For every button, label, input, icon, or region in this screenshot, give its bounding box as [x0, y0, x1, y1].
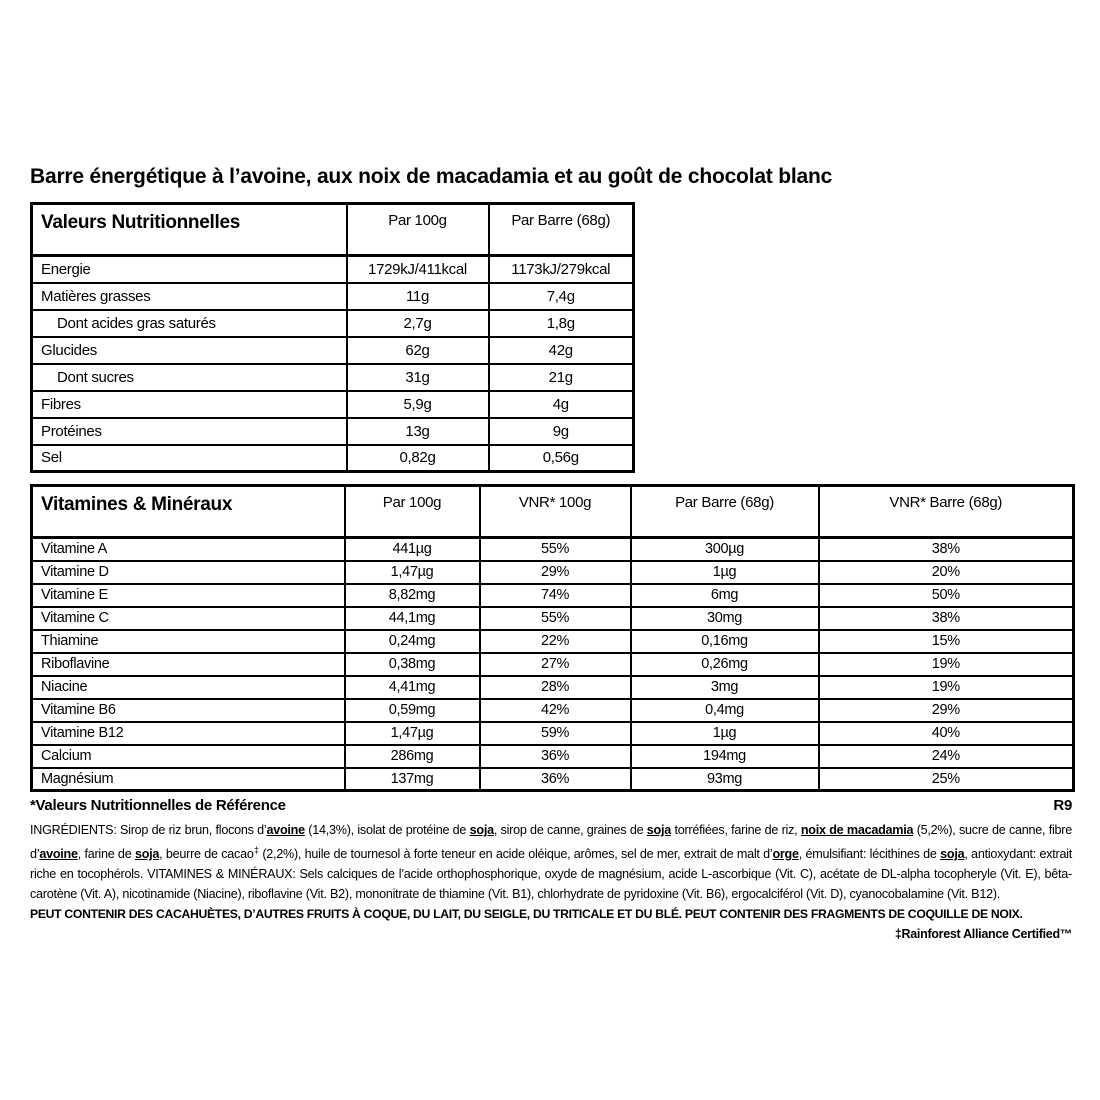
ingredient-segment: noix de macadamia: [800, 823, 914, 837]
ingredient-segment: INGRÉDIENTS: Sirop de riz brun, flocons d’: [30, 823, 267, 837]
ingredient-segment: , sirop de canne, graines de: [493, 823, 647, 837]
value-vnr-bar: 38%: [819, 538, 1074, 561]
row-label: Protéines: [32, 418, 347, 445]
value-vnr-100g: 55%: [480, 538, 631, 561]
value-vnr-bar: 50%: [819, 584, 1074, 607]
value-vnr-bar: 20%: [819, 561, 1074, 584]
value-per-bar: 0,16mg: [631, 630, 819, 653]
table-row: [32, 391, 634, 418]
row-label: Niacine: [32, 676, 345, 699]
nutrition-table: [30, 202, 635, 473]
table-row: [32, 561, 1074, 584]
value-per-bar: 1173kJ/279kcal: [489, 256, 634, 283]
value-vnr-bar: 38%: [819, 607, 1074, 630]
row-label: Thiamine: [32, 630, 345, 653]
ingredient-segment: (2,2%), huile de tournesol à forte teneur en acide oléique, arômes, sel de mer, extrait de malt d’: [258, 847, 773, 862]
value-vnr-100g: 29%: [480, 561, 631, 584]
table-row: [32, 283, 634, 310]
value-per-100g: 0,38mg: [345, 653, 480, 676]
ingredient-segment: torréfiées, farine de riz,: [671, 823, 801, 837]
table-row: [32, 607, 1074, 630]
table-row: [32, 310, 634, 337]
value-per-100g: 0,24mg: [345, 630, 480, 653]
value-per-bar: 30mg: [631, 607, 819, 630]
value-per-100g: 44,1mg: [345, 607, 480, 630]
ingredient-segment: soja: [940, 847, 965, 862]
column-header-vnr-bar: VNR* Barre (68g): [819, 486, 1074, 538]
reference-footnote: *Valeurs Nutritionnelles de Référence: [30, 797, 286, 814]
row-label: Dont sucres: [32, 364, 347, 391]
value-per-bar: 93mg: [631, 768, 819, 791]
value-vnr-100g: 74%: [480, 584, 631, 607]
ingredient-segment: , émulsifiant: lécithines de: [798, 847, 941, 862]
column-header-per-bar: Par Barre (68g): [489, 204, 634, 256]
value-per-bar: 0,56g: [489, 445, 634, 472]
value-per-bar: 9g: [489, 418, 634, 445]
row-label: Vitamine B6: [32, 699, 345, 722]
row-label: Magnésium: [41, 770, 114, 787]
table-row: [32, 768, 1074, 791]
vitamins-table-header: [32, 486, 1074, 538]
table-row: [32, 538, 1074, 561]
ingredient-segment: , farine de: [77, 847, 135, 862]
value-per-100g: 1729kJ/411kcal: [347, 256, 489, 283]
value-per-100g: 1,47µg: [345, 722, 480, 745]
value-vnr-bar: 19%: [819, 676, 1074, 699]
ingredients-text: [30, 820, 1072, 904]
row-label: Vitamine A: [32, 538, 345, 561]
value-per-bar: 194mg: [631, 745, 819, 768]
value-per-100g: 8,82mg: [345, 584, 480, 607]
ingredient-segment: soja: [646, 823, 671, 837]
value-per-100g: 5,9g: [347, 391, 489, 418]
value-vnr-bar: 29%: [819, 699, 1074, 722]
value-per-100g: 13g: [347, 418, 489, 445]
revision-code: R9: [1053, 797, 1072, 814]
value-per-bar: 4g: [489, 391, 634, 418]
value-per-bar: 1µg: [631, 722, 819, 745]
value-per-100g: 1,47µg: [345, 561, 480, 584]
value-vnr-100g: 36%: [480, 768, 631, 791]
ingredient-segment: ‡: [253, 845, 259, 855]
value-per-100g: 0,82g: [347, 445, 489, 472]
value-vnr-100g: 36%: [480, 745, 631, 768]
value-per-100g: 286mg: [345, 745, 480, 768]
row-label: Calcium: [32, 745, 345, 768]
ingredient-segment: soja: [134, 847, 160, 862]
value-per-bar: 300µg: [631, 538, 819, 561]
value-vnr-100g: 59%: [480, 722, 631, 745]
value-vnr-100g: 27%: [480, 653, 631, 676]
column-header-vnr-100g: VNR* 100g: [480, 486, 631, 538]
value-vnr-bar: 19%: [819, 653, 1074, 676]
value-vnr-100g: 22%: [480, 630, 631, 653]
vitamins-table-body: [32, 538, 1074, 791]
row-label: Glucides: [32, 337, 347, 364]
value-vnr-bar: 15%: [819, 630, 1074, 653]
vitamins-table: [30, 484, 1075, 792]
table-row: [32, 676, 1074, 699]
value-per-100g: 11g: [347, 283, 489, 310]
value-per-100g: 4,41mg: [345, 676, 480, 699]
ingredient-segment: , beurre de cacao: [159, 847, 254, 862]
value-per-bar: 0,4mg: [631, 699, 819, 722]
table-row: [32, 584, 1074, 607]
value-per-100g: 0,59mg: [345, 699, 480, 722]
row-label: Energie: [32, 256, 347, 283]
value-vnr-bar: 25%: [819, 768, 1074, 791]
value-per-bar: 42g: [489, 337, 634, 364]
value-per-bar: 21g: [489, 364, 634, 391]
value-per-100g: 137mg: [345, 768, 480, 791]
table-row: [32, 722, 1074, 745]
table-row: [32, 337, 634, 364]
ingredient-segment: , antioxydant: extrait riche en tocophérols. VITAMINES & MINÉRAUX: Sels calciques de l’acide orthophosphorique, oxyde de magnésium, acide L-ascorbique (Vit. C), acétate de DL-alpha tocopheryle (Vit. E), bêta-carotène (Vit. A), nicotinamide (Niacine), riboflavine (Vit. B2), mononitrate de thiamine (Vit. B1), chlorhydrate de pyridoxine (Vit. B6), ergocalciférol (Vit. D), cyanocobalamine (Vit. B12).: [30, 847, 1072, 902]
table-row: [32, 699, 1074, 722]
table-row: [32, 418, 634, 445]
value-per-100g: 31g: [347, 364, 489, 391]
value-per-bar: 1µg: [631, 561, 819, 584]
value-vnr-bar: 40%: [819, 722, 1074, 745]
allergen-warning: PEUT CONTENIR DES CACAHUÈTES, D’AUTRES FRUITS À COQUE, DU LAIT, DU SEIGLE, DU TRITICALE ET DU BLÉ. PEUT CONTENIR DES FRAGMENTS DE COQUILLE DE NOIX.: [30, 907, 1023, 922]
certification-note: ‡Rainforest Alliance Certified™: [894, 927, 1072, 942]
table-row: [32, 256, 634, 283]
table-row: [32, 745, 1074, 768]
value-per-bar: 7,4g: [489, 283, 634, 310]
row-label: Vitamine D: [32, 561, 345, 584]
nutrition-table-title: Valeurs Nutritionnelles: [32, 204, 347, 256]
column-header-per-bar: Par Barre (68g): [631, 486, 819, 538]
ingredient-segment: (5,2%), sucre de canne, fibre d’: [30, 823, 1072, 862]
value-per-bar: 1,8g: [489, 310, 634, 337]
column-header-per-100g: Par 100g: [345, 486, 480, 538]
row-label: Sel: [41, 449, 62, 467]
ingredient-segment: (14,3%), isolat de protéine de: [304, 823, 470, 837]
ingredient-segment: soja: [469, 823, 494, 837]
footnote-row: [30, 797, 1072, 814]
row-label: Matières grasses: [32, 283, 347, 310]
table-row: [32, 630, 1074, 653]
value-vnr-100g: 28%: [480, 676, 631, 699]
nutrition-table-header: [32, 204, 634, 256]
page-title: Barre énergétique à l’avoine, aux noix de macadamia et au goût de chocolat blanc: [30, 165, 833, 188]
value-per-100g: 2,7g: [347, 310, 489, 337]
vitamins-table-title: Vitamines & Minéraux: [32, 486, 345, 538]
table-row: [32, 364, 634, 391]
value-vnr-bar: 24%: [819, 745, 1074, 768]
ingredient-segment: orge: [772, 847, 799, 862]
table-row: [32, 653, 1074, 676]
row-label: Vitamine E: [32, 584, 345, 607]
table-row: [32, 445, 634, 472]
value-per-bar: 0,26mg: [631, 653, 819, 676]
column-header-per-100g: Par 100g: [347, 204, 489, 256]
value-per-100g: 62g: [347, 337, 489, 364]
value-vnr-100g: 55%: [480, 607, 631, 630]
row-label: Riboflavine: [32, 653, 345, 676]
ingredient-segment: avoine: [39, 847, 78, 862]
value-per-bar: 3mg: [631, 676, 819, 699]
row-label: Vitamine B12: [32, 722, 345, 745]
row-label: Fibres: [32, 391, 347, 418]
value-per-100g: 441µg: [345, 538, 480, 561]
row-label: Dont acides gras saturés: [32, 310, 347, 337]
row-label: Vitamine C: [32, 607, 345, 630]
value-vnr-100g: 42%: [480, 699, 631, 722]
ingredient-segment: avoine: [266, 823, 305, 837]
value-per-bar: 6mg: [631, 584, 819, 607]
nutrition-table-body: [32, 256, 634, 472]
